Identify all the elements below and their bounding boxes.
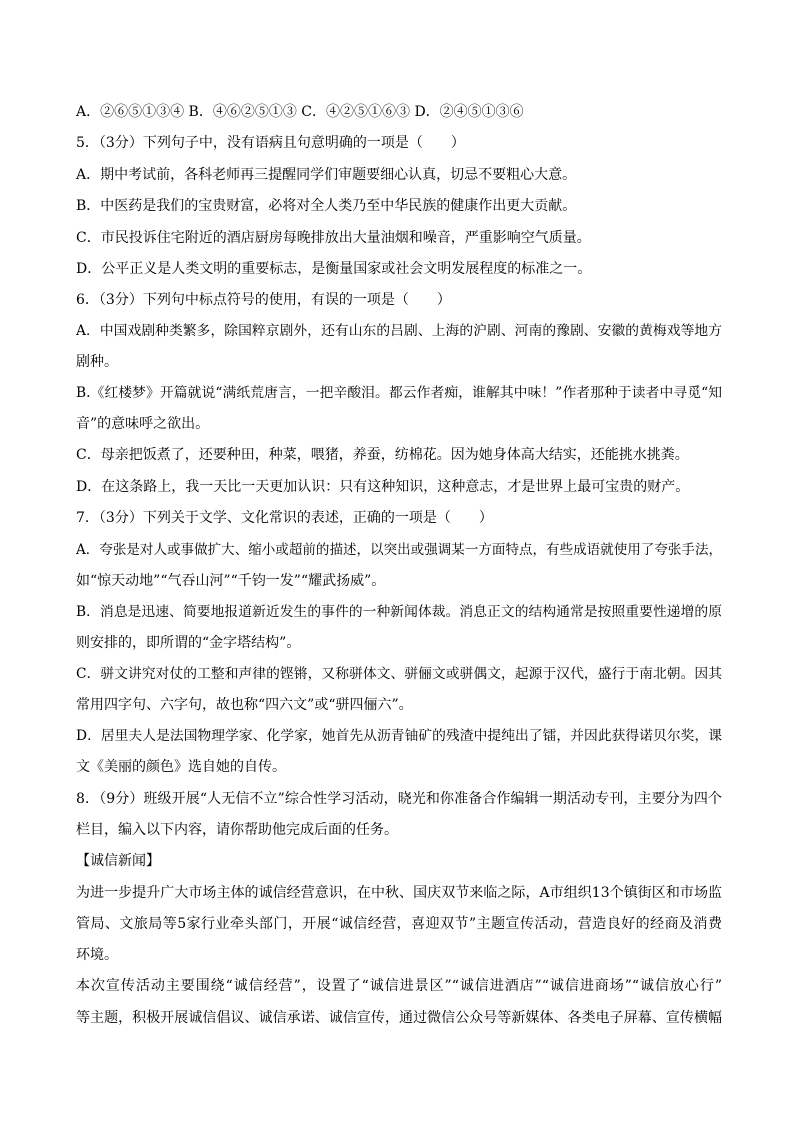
q6-option-a-line1: A．中国戏剧种类繁多，除国粹京剧外，还有山东的吕剧、上海的沪剧、河南的豫剧、安徽的黄梅戏等地方: [76, 323, 722, 339]
section-heading-integrity-news: 【诚信新闻】: [76, 853, 160, 869]
q6-option-a-line2: 剧种。: [76, 354, 118, 370]
q7-option-c-line2: 常用四字句、六字句，故也称“四六文”或“骈四俪六”。: [76, 697, 413, 713]
q6-option-b-line2: 音”的意味呼之欲出。: [76, 416, 210, 432]
q7-option-c-line1: C．骈文讲究对仗的工整和声律的铿锵，又称骈体文、骈俪文或骈偶文，起源于汉代，盛行于南北朝。因其: [76, 666, 722, 682]
question-6-title: 6．（3分）下列句中标点符号的使用，有误的一项是（ ）: [76, 292, 451, 308]
q6-option-b-line1: B.《红楼梦》开篇就说“满纸荒唐言，一把辛酸泪。都云作者痴，谁解其中味！”作者那种于读者中寻觅“知: [76, 385, 722, 401]
q7-option-a-line1: A．夸张是对人或事做扩大、缩小或超前的描述，以突出或强调某一方面特点，有些成语就使用了夸张手法，: [76, 542, 722, 558]
q5-option-b: B．中医药是我们的宝贵财富，必将对全人类乃至中华民族的健康作出更大贡献。: [76, 198, 577, 214]
news-paragraph2-line1: 本次宣传活动主要围绕“诚信经营”，设置了“诚信进景区”“诚信进酒店”“诚信进商场”“诚信放心行”: [76, 978, 722, 994]
question-5-title: 5．（3分）下列句子中，没有语病且句意明确的一项是（ ）: [76, 135, 465, 151]
q6-option-d: D．在这条路上，我一天比一天更加认识：只有这种知识，这种意志，才是世界上最可宝贵的财产。: [76, 479, 690, 495]
q4-options-line: A．②⑥⑤①③④ B．④⑥②⑤①③ C．④②⑤①⑥③ D．②④⑤①③⑥: [76, 104, 524, 120]
q7-option-b-line1: B．消息是迅速、简要地报道新近发生的事件的一种新闻体裁。消息正文的结构通常是按照重要性递增的原: [76, 604, 722, 620]
q7-option-d-line1: D．居里夫人是法国物理学家、化学家，她首先从沥青铀矿的残渣中提纯出了镭，并因此获得诺贝尔奖，课: [76, 728, 722, 744]
q7-option-a-line2: 如“惊天动地”“气吞山河”“千钧一发”“耀武扬威”。: [76, 573, 386, 589]
q7-option-b-line2: 则安排的，即所谓的“金字塔结构”。: [76, 635, 301, 651]
news-paragraph1-line1: 为进一步提升广大市场主体的诚信经营意识，在中秋、国庆双节来临之际，A市组织13个镇街区和市场监: [76, 885, 722, 901]
q6-option-c: C．母亲把饭煮了，还要种田，种菜，喂猪，养蚕，纺棉花。因为她身体高大结实，还能挑水挑粪。: [76, 447, 689, 463]
q5-option-a: A．期中考试前，各科老师再三提醒同学们审题要细心认真，切忌不要粗心大意。: [76, 167, 577, 183]
question-8-title-line2: 栏目，编入以下内容，请你帮助他完成后面的任务。: [76, 822, 398, 838]
news-paragraph2-line2: 等主题，积极开展诚信倡议、诚信承诺、诚信宣传，通过微信公众号等新媒体、各类电子屏幕、宣传横幅: [76, 1010, 722, 1026]
news-paragraph1-line3: 环境。: [76, 947, 118, 963]
news-paragraph1-line2: 管局、文旅局等5家行业牵头部门，开展“诚信经营，喜迎双节”主题宣传活动，营造良好的经商及消费: [76, 916, 722, 932]
q7-option-d-line2: 文《美丽的颜色》选自她的自传。: [76, 759, 286, 775]
q5-option-d: D．公平正义是人类文明的重要标志，是衡量国家或社会文明发展程度的标准之一。: [76, 261, 592, 277]
q5-option-c: C．市民投诉住宅附近的酒店厨房每晚排放出大量油烟和噪音，严重影响空气质量。: [76, 230, 591, 246]
question-8-title-line1: 8．（9分）班级开展“人无信不立”综合性学习活动，晓光和你准备合作编辑一期活动专刊，主要分为四个: [76, 791, 722, 807]
question-7-title: 7．（3分）下列关于文学、文化常识的表述，正确的一项是（ ）: [76, 510, 493, 526]
